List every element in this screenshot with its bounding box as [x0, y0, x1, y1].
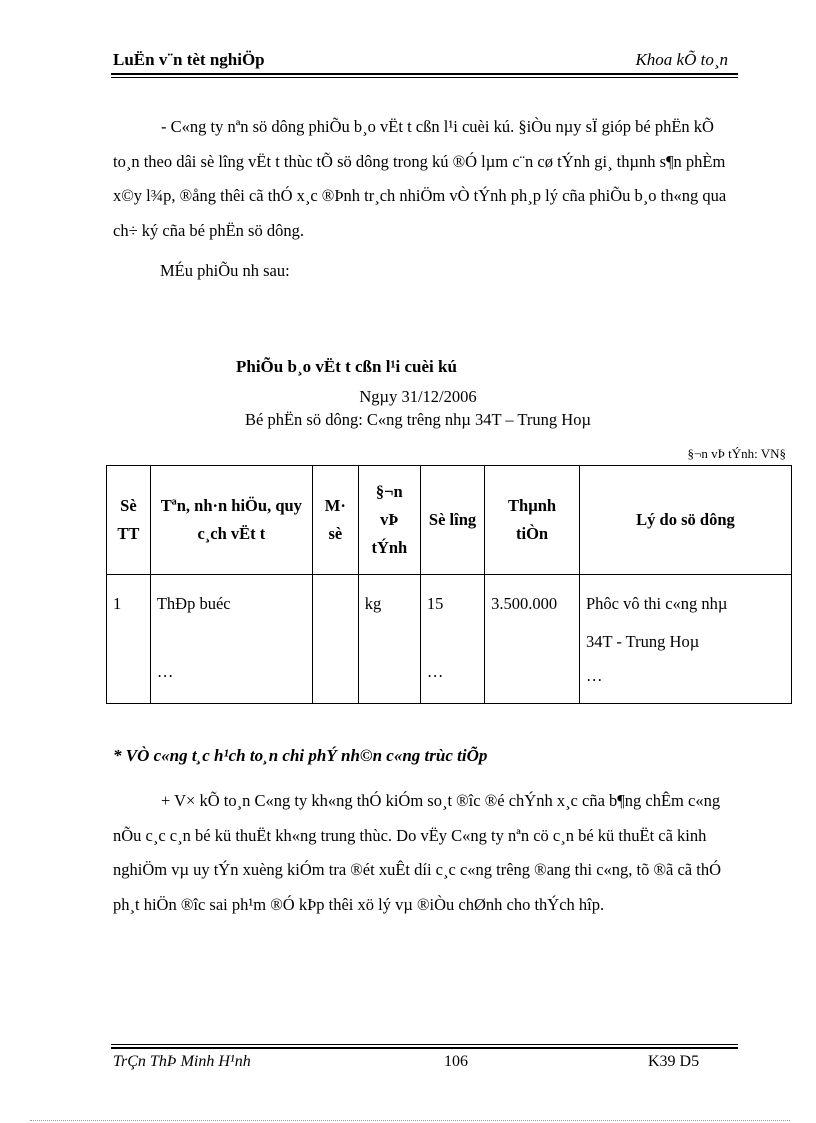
- cell-ellipsis: …: [585, 666, 603, 685]
- paragraph-labor-cost: [113, 784, 741, 922]
- col-header-name: Tªn, nh·n hiÖu, quy c¸ch vËt t: [150, 466, 312, 575]
- table-header-row: [107, 466, 792, 575]
- cell-code: [312, 575, 358, 704]
- form-intro: MÉu phiÕu nh sau:: [160, 261, 290, 280]
- section-heading: * VÒ c«ng t¸c h¹ch to¸n chi phÝ nh©n c«ng trùc tiÕp: [113, 746, 488, 765]
- cell-qty: 15 …: [420, 575, 484, 704]
- header-thesis-title: LuËn v¨n tèt nghiÖp: [113, 50, 265, 69]
- paragraph-labor-text: + V× kÕ to¸n C«ng ty kh«ng thÓ kiÓm so¸t ®îc ®é chÝnh x¸c cña b¶ng chÊm c«ng nÕu c¸c c¸n bé kü thuËt kh«ng trung thùc. Do vËy C«ng ty nªn cö c¸n bé kü thuËt cã kinh nghiÖm vµ uy tÝn xuèng kiÓm tra ®ét xuÊt díi c¸c c«ng trêng ®ang thi c«ng, tõ ®ã cã thÓ ph¸t hiÖn ®îc sai ph¹m ®Ó kÞp thêi xö lý vµ ®iÒu chØnh cho thÝch hîp.: [113, 791, 721, 914]
- col-header-unit: §¬n vÞ tÝnh: [358, 466, 420, 575]
- cell-ellipsis: …: [156, 662, 174, 681]
- paragraph-first-line: - C«ng ty nªn sö dông phiÕu b¸o vËt t cßn l¹i cuèi kú. §iÒu nµy sÏ gióp bé: [161, 117, 651, 136]
- col-header-code: M· sè: [312, 466, 358, 575]
- table-row: [107, 575, 792, 704]
- footer-rule-thin: [111, 1044, 738, 1045]
- page-bottom-divider: [30, 1120, 790, 1121]
- cell-name: ThÐp buéc …: [150, 575, 312, 704]
- cell-ellipsis: …: [426, 662, 444, 681]
- paragraph-continuation: phËn kÕ to¸n theo dâi sè lîng vËt t thùc tÕ sö dông trong kú ®Ó lµm c¨n cø tÝnh gi¸ thµnh s¶n phÈm x©y l¾p, ®ång thêi cã thÓ x¸c ®Þnh tr¸ch nhiÖm vÒ tÝnh ph¸p lý cña phiÕu b¸o th«ng qua ch÷ ký cña bé phËn sö dông.: [113, 117, 727, 240]
- col-header-stt: Sè TT: [107, 466, 151, 575]
- header-faculty: Khoa kÕ to¸n: [635, 50, 728, 69]
- header-rule: [111, 73, 738, 75]
- header-rule-thin: [111, 77, 738, 78]
- currency-unit: §¬n vÞ tÝnh: VN§: [687, 446, 786, 461]
- col-header-qty: Sè lîng: [420, 466, 484, 575]
- form-title: PhiÕu b¸o vËt t cßn l¹i cuèi kú: [236, 357, 457, 376]
- paragraph-recommendation: [113, 110, 741, 248]
- form-date: Ngµy 31/12/2006: [359, 387, 477, 406]
- footer-author: TrÇn ThÞ Minh H¹nh: [113, 1053, 251, 1070]
- col-header-reason: Lý do sö dông: [579, 466, 791, 575]
- form-department: Bé phËn sö dông: C«ng trêng nhµ 34T – Trung Hoµ: [245, 410, 591, 429]
- col-header-amount: Thµnh tiÒn: [485, 466, 580, 575]
- cell-stt: 1: [107, 575, 151, 704]
- page-number: 106: [444, 1053, 468, 1070]
- footer-class: K39 D5: [648, 1053, 700, 1070]
- cell-unit: kg: [358, 575, 420, 704]
- footer-rule: [111, 1047, 738, 1049]
- cell-amount: 3.500.000: [485, 575, 580, 704]
- material-table: [106, 465, 792, 704]
- cell-reason: Phôc vô thi c«ng nhµ 34T - Trung Hoµ …: [579, 575, 791, 704]
